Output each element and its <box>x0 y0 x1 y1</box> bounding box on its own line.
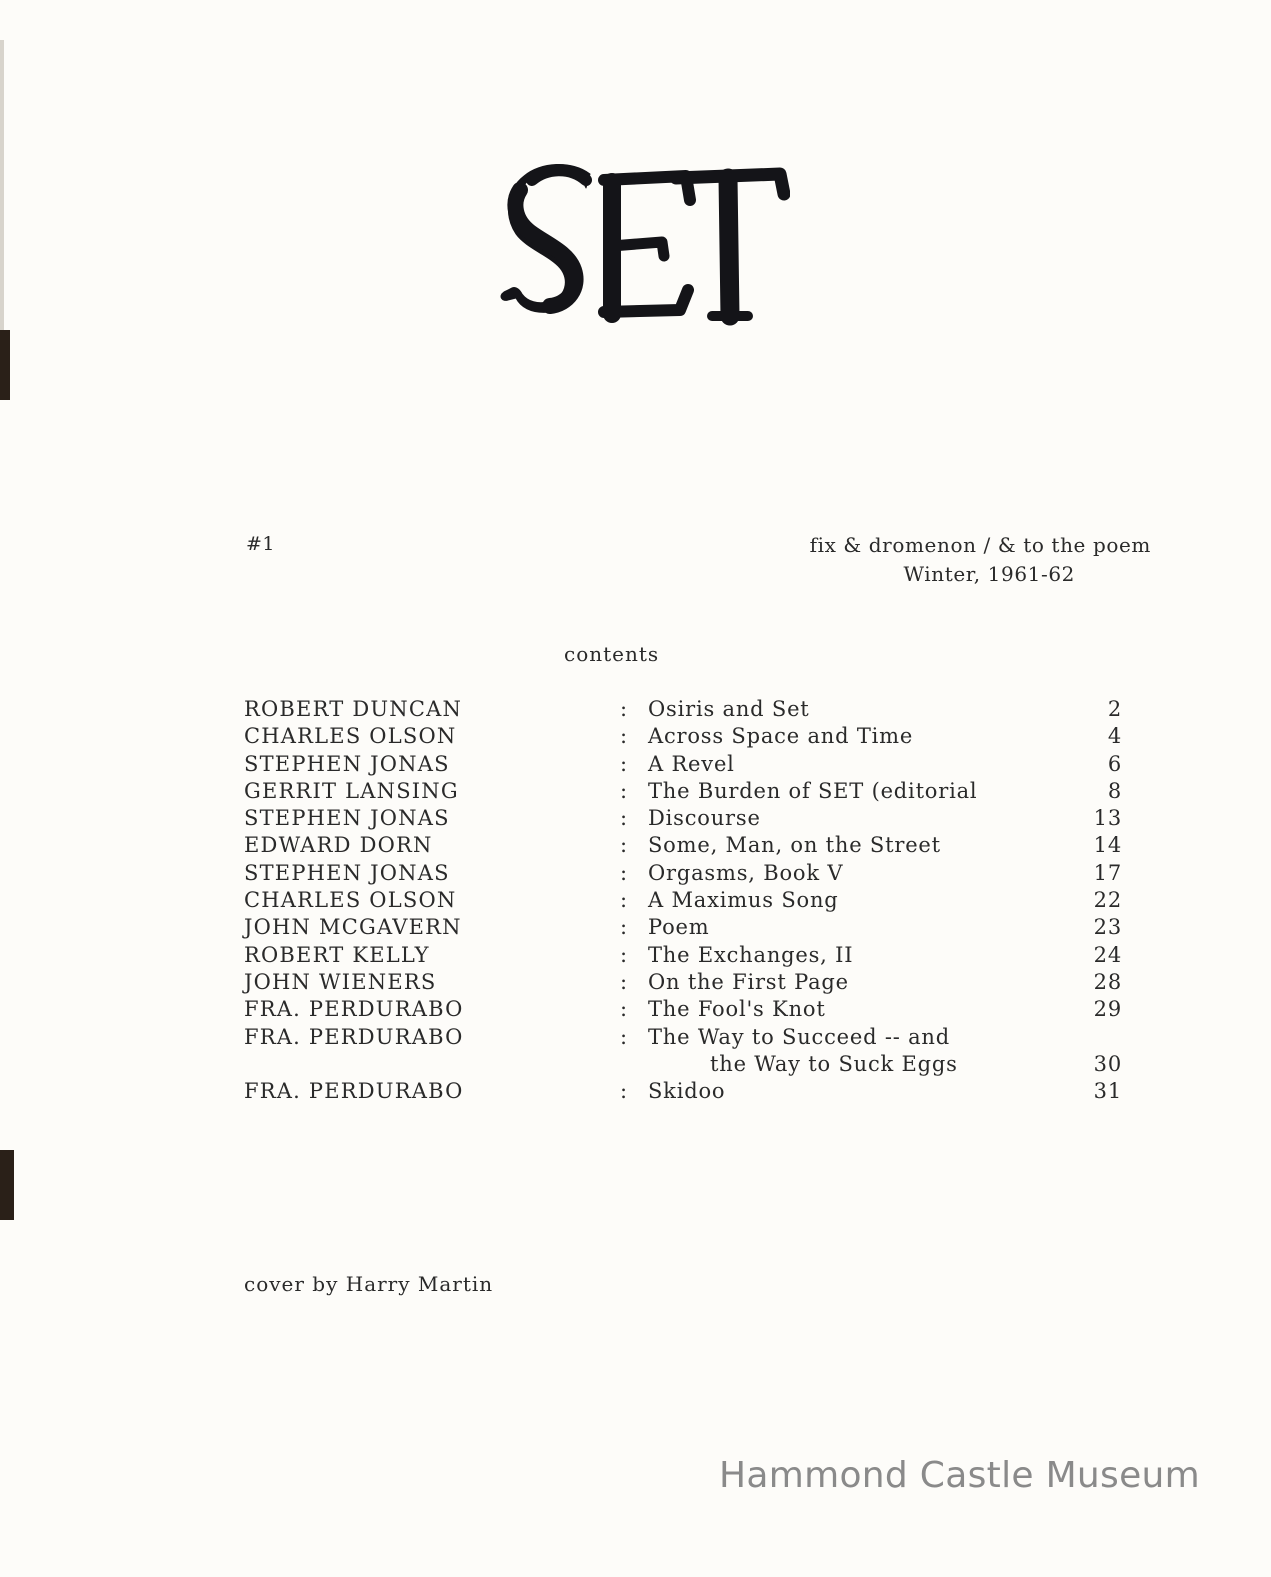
binding-mark-lower <box>0 1150 14 1220</box>
contents-heading: contents <box>564 642 660 666</box>
toc-page-number: 22 <box>1093 888 1122 913</box>
toc-separator: : <box>620 1079 628 1104</box>
toc-page-number: 8 <box>1107 778 1122 803</box>
toc-entry <box>244 914 1134 941</box>
toc-entry <box>244 696 1134 723</box>
table-of-contents <box>244 696 1134 1105</box>
toc-author: JOHN MCGAVERN <box>244 915 462 940</box>
toc-entry <box>244 942 1134 969</box>
toc-title: The Burden of SET (editorial <box>648 778 978 803</box>
toc-page-number: 17 <box>1093 860 1122 885</box>
toc-separator: : <box>620 778 628 803</box>
toc-page-number: 30 <box>1093 1051 1122 1076</box>
toc-entry <box>244 1078 1134 1105</box>
toc-title: On the First Page <box>648 969 849 994</box>
toc-page-number: 24 <box>1093 942 1122 967</box>
binding-mark-upper <box>0 330 10 400</box>
toc-author: FRA. PERDURABO <box>244 997 464 1022</box>
cover-credit: cover by Harry Martin <box>244 1272 494 1296</box>
toc-author: JOHN WIENERS <box>244 969 437 994</box>
toc-title-continuation: the Way to Suck Eggs <box>710 1051 958 1076</box>
toc-page-number: 6 <box>1107 751 1122 776</box>
toc-author: STEPHEN JONAS <box>244 806 450 831</box>
toc-entry <box>244 1024 1134 1079</box>
toc-entry <box>244 805 1134 832</box>
toc-author: GERRIT LANSING <box>244 778 459 803</box>
toc-title: Some, Man, on the Street <box>648 833 941 858</box>
toc-separator: : <box>620 1024 628 1049</box>
toc-title: The Way to Succeed -- and <box>648 1024 950 1049</box>
toc-entry <box>244 996 1134 1023</box>
toc-entry <box>244 832 1134 859</box>
toc-separator: : <box>620 833 628 858</box>
issue-number: #1 <box>246 533 276 555</box>
toc-title: Poem <box>648 915 710 940</box>
toc-page-number: 23 <box>1093 915 1122 940</box>
toc-separator: : <box>620 860 628 885</box>
toc-author: CHARLES OLSON <box>244 888 457 913</box>
toc-author: ROBERT DUNCAN <box>244 697 463 721</box>
toc-title: Osiris and Set <box>648 697 810 721</box>
toc-page-number: 13 <box>1093 806 1122 831</box>
toc-page-number: 29 <box>1093 997 1122 1022</box>
toc-separator: : <box>620 751 628 776</box>
toc-author: STEPHEN JONAS <box>244 860 450 885</box>
toc-author: CHARLES OLSON <box>244 724 457 749</box>
toc-author: ROBERT KELLY <box>244 942 430 967</box>
toc-entry <box>244 860 1134 887</box>
toc-title: A Revel <box>648 751 735 776</box>
toc-separator: : <box>620 997 628 1022</box>
toc-separator: : <box>620 942 628 967</box>
toc-title: The Exchanges, II <box>648 942 854 967</box>
toc-page-number: 14 <box>1093 833 1122 858</box>
toc-author: EDWARD DORN <box>244 833 433 858</box>
toc-separator: : <box>620 969 628 994</box>
page-edge-shadow <box>0 40 4 330</box>
toc-author: FRA. PERDURABO <box>244 1024 464 1049</box>
toc-title: Discourse <box>648 806 761 831</box>
toc-title: Across Space and Time <box>648 724 914 749</box>
toc-separator: : <box>620 915 628 940</box>
toc-separator: : <box>620 724 628 749</box>
toc-separator: : <box>620 888 628 913</box>
toc-author: FRA. PERDURABO <box>244 1079 464 1104</box>
toc-page-number: 28 <box>1093 969 1122 994</box>
toc-title: The Fool's Knot <box>648 997 826 1022</box>
toc-title: Skidoo <box>648 1079 726 1104</box>
toc-entry <box>244 969 1134 996</box>
issue-date: Winter, 1961-62 <box>903 562 1075 586</box>
toc-title: A Maximus Song <box>648 888 839 913</box>
toc-entry <box>244 751 1134 778</box>
toc-title: Orgasms, Book V <box>648 860 844 885</box>
magazine-subtitle: fix & dromenon / & to the poem <box>809 533 1151 557</box>
toc-entry <box>244 723 1134 750</box>
toc-separator: : <box>620 697 628 721</box>
toc-author: STEPHEN JONAS <box>244 751 450 776</box>
museum-watermark: Hammond Castle Museum <box>719 1455 1201 1496</box>
masthead-title <box>490 150 790 340</box>
toc-entry <box>244 778 1134 805</box>
toc-page-number: 2 <box>1107 697 1122 721</box>
toc-entry <box>244 887 1134 914</box>
toc-separator: : <box>620 806 628 831</box>
toc-page-number: 4 <box>1107 724 1122 749</box>
toc-page-number: 31 <box>1093 1079 1122 1104</box>
masthead-logo <box>490 150 790 340</box>
